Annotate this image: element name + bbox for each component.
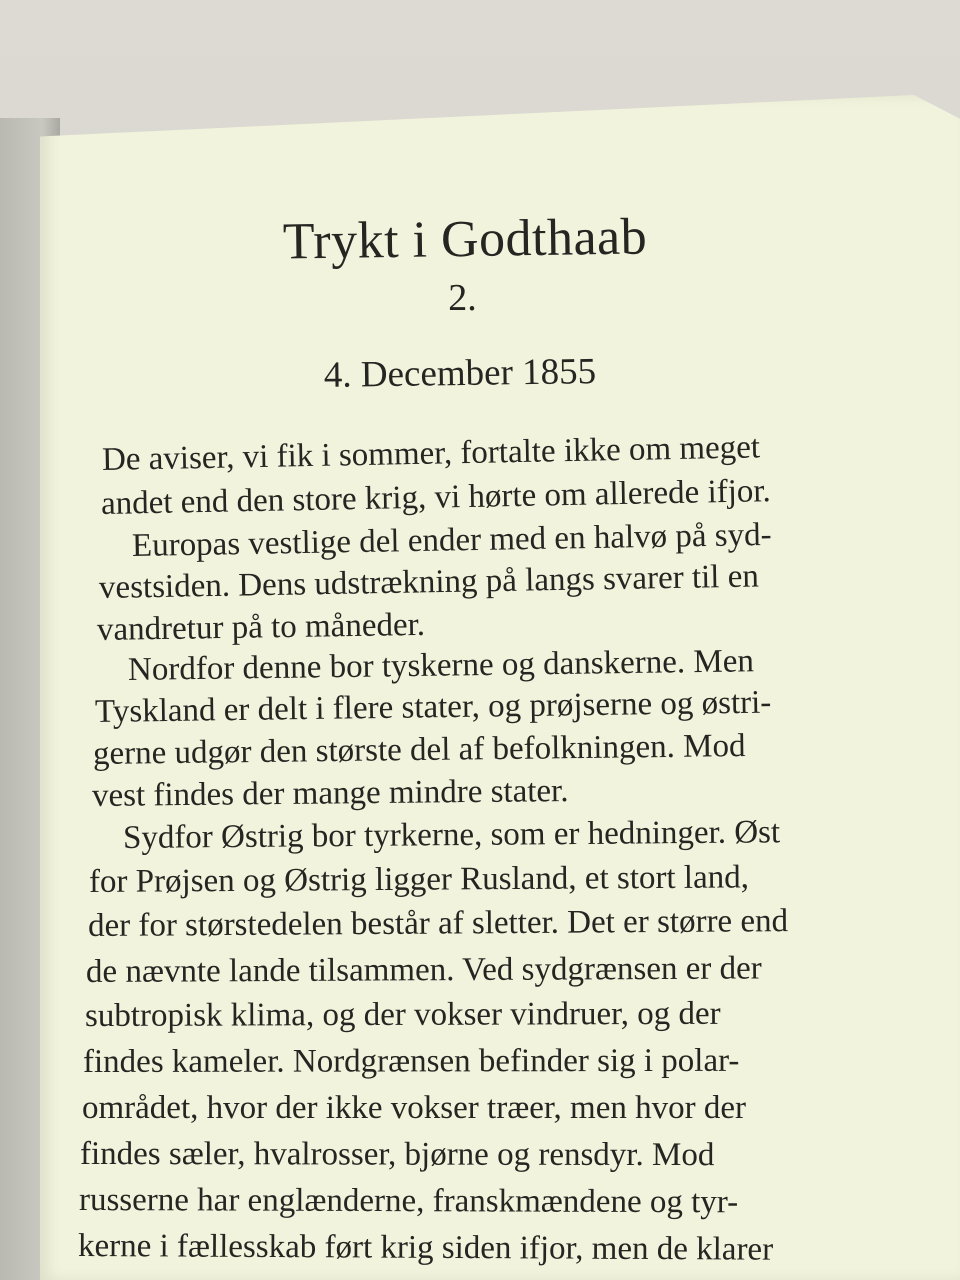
text-line: gerne udgør den største del af befolkningen. Mod — [92, 728, 746, 772]
text-line: findes kameler. Nordgrænsen befinder sig i polar- — [82, 1042, 740, 1080]
date-heading: 4. December 1855 — [323, 351, 597, 396]
text-line: der for størstedelen består af sletter. Det er større end — [87, 903, 789, 944]
text-line: de nævnte lande tilsammen. Ved sydgrænsen er der — [85, 950, 762, 990]
text-line: Tyskland er delt i flere stater, og prøjserne og østri- — [94, 684, 772, 730]
text-line: subtropisk klima, og der vokser vindruer, og der — [84, 995, 721, 1034]
text-line: Sydfor Østrig bor tyrkerne, som er hedninger. Øst — [122, 814, 781, 856]
text-line: vandretur på to måneder. — [96, 606, 426, 648]
text-line: andet end den store krig, vi hørte om allerede ifjor. — [100, 473, 772, 522]
text-line: findes sæler, hvalrosser, bjørne og rensdyr. Mod — [79, 1136, 715, 1174]
chapter-number: 2. — [448, 277, 477, 319]
text-line: vestsiden. Dens udstrækning på langs svarer til en — [98, 558, 760, 606]
page-title: Trykt i Godthaab — [282, 208, 648, 271]
text-line: for Prøjsen og Østrig ligger Rusland, et stort land, — [88, 859, 750, 900]
text-line: russerne har englænderne, franskmændene og tyr- — [78, 1182, 739, 1221]
text-line: Europas vestlige del ender med en halvø på syd- — [131, 516, 772, 564]
text-line: vest findes der mange mindre stater. — [91, 773, 569, 814]
text-line: kerne i fællesskab ført krig siden ifjor, men de klarer — [77, 1228, 774, 1268]
text-line: De aviser, vi fik i sommer, fortalte ikke om meget — [101, 429, 761, 478]
text-line: Nordfor denne bor tyskerne og danskerne. Men — [127, 643, 755, 688]
text-line: området, hvor der ikke vokser træer, men hvor der — [82, 1090, 746, 1126]
